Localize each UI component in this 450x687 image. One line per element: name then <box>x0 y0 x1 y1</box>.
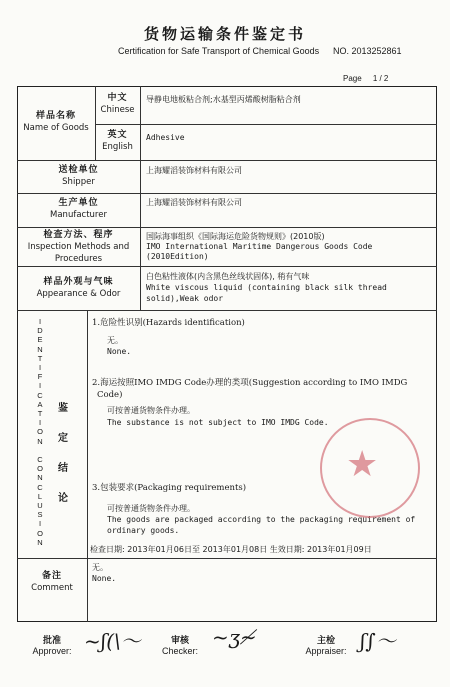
divider <box>140 86 141 310</box>
appraiser-label <box>296 633 356 656</box>
inspection-label-en1: Inspection Methods and <box>27 242 130 252</box>
appearance-label-cn: 样品外观与气味 <box>43 277 114 287</box>
shipper-label-cn: 送检单位 <box>58 165 99 175</box>
vertical-letter: C <box>37 482 43 492</box>
divider <box>17 227 437 228</box>
certificate-number: NO. 2013252861 <box>333 46 402 56</box>
vertical-letter: O <box>37 427 43 437</box>
goods-label <box>17 110 95 134</box>
divider <box>17 266 437 267</box>
page-indicator <box>343 74 388 83</box>
vertical-letter: F <box>37 372 43 382</box>
identification-conclusion-vertical-label <box>34 317 46 547</box>
manufacturer-label <box>17 197 140 221</box>
page-value: 1 / 2 <box>372 74 389 83</box>
goods-name-chinese: 导静电地板粘合剂;水基型丙烯酸树脂粘合剂 <box>146 95 301 104</box>
packaging-title: 3.包装要求(Packaging requirements) <box>92 483 247 493</box>
vertical-letter: N <box>37 473 43 483</box>
vertical-char-cn: 定 <box>58 433 68 444</box>
shipper-value: 上海耀滔装饰材料有限公司 <box>146 166 242 175</box>
vertical-letter: N <box>37 344 43 354</box>
imdg-en: The substance is not subject to IMO IMDG Code. <box>107 418 329 427</box>
divider <box>17 160 437 161</box>
goods-name-english: Adhesive <box>146 133 185 142</box>
appearance-label-en: Appearance & Odor <box>36 289 121 299</box>
appearance-line3: solid),Weak odor <box>146 294 224 303</box>
appraiser-label-en: Appraiser: <box>305 646 347 656</box>
checker-label-cn: 审核 <box>170 636 189 646</box>
appearance-label <box>17 276 140 300</box>
packaging-en2: ordinary goods. <box>107 526 180 535</box>
inspection-line1: 国际海事组织《国际海运危险货物规则》(2010版) <box>146 232 325 241</box>
vertical-char-cn: 鉴 <box>58 403 68 414</box>
approver-label <box>22 633 82 656</box>
vertical-letter: L <box>37 491 43 501</box>
hazards-title: 1.危险性识别(Hazards identification) <box>92 318 245 328</box>
checker-label <box>150 633 210 656</box>
vertical-letter: N <box>37 537 43 547</box>
goods-label-cn: 样品名称 <box>35 111 76 121</box>
divider <box>95 124 437 125</box>
approver-label-en: Approver: <box>32 646 72 656</box>
divider <box>17 558 437 559</box>
approver-label-cn: 批准 <box>42 636 61 646</box>
imdg-cn: 可按普通货物条件办理。 <box>107 406 195 415</box>
checker-signature: ~ʒ≁ <box>212 625 257 649</box>
vertical-char-cn: 论 <box>58 493 68 504</box>
vertical-letter: C <box>37 455 43 465</box>
inspection-dates: 检查日期: 2013年01月06日至 2013年01月08日 生效日期: 2013年01月09日 <box>90 545 372 554</box>
vertical-letter: O <box>37 464 43 474</box>
hazards-cn: 无。 <box>107 336 123 345</box>
imdg-title-line2: Code) <box>97 390 123 400</box>
conclusion-vertical-label-cn <box>56 394 70 514</box>
packaging-en1: The goods are packaged according to the packaging requirement of <box>107 515 416 524</box>
vertical-letter: N <box>37 436 43 446</box>
english-label-en: English <box>102 142 133 152</box>
manufacturer-value: 上海耀滔装饰材料有限公司 <box>146 198 242 207</box>
chinese-label <box>95 92 140 116</box>
vertical-letter: I <box>38 381 42 391</box>
vertical-letter: T <box>37 353 43 363</box>
hazards-en: None. <box>107 347 132 356</box>
checker-label-en: Checker: <box>161 646 198 656</box>
vertical-letter: I <box>38 317 42 326</box>
approver-signature: ~ʃ(\〜 <box>84 629 141 653</box>
seal-star-icon: ★ <box>346 444 379 485</box>
goods-label-en: Name of Goods <box>23 123 89 133</box>
appraiser-signature: ʃ∫〜 <box>360 629 396 653</box>
comment-cn: 无。 <box>92 563 108 572</box>
comment-label <box>17 570 87 594</box>
chinese-label-en: Chinese <box>100 105 135 115</box>
certificate-title-en: Certification for Safe Transport of Chemical Goods <box>118 46 320 56</box>
comment-label-en: Comment <box>31 583 73 593</box>
appearance-line1: 白色粘性液体(内含黑色丝线状固体), 稍有气味 <box>146 272 310 281</box>
divider <box>87 310 88 622</box>
inspection-label-en2: Procedures <box>54 254 103 264</box>
manufacturer-label-cn: 生产单位 <box>58 198 99 208</box>
vertical-letter: S <box>37 510 43 520</box>
vertical-letter: A <box>37 399 43 409</box>
certificate-title-cn: 货物运输条件鉴定书 <box>143 25 306 43</box>
packaging-cn: 可按普通货物条件办理。 <box>107 504 195 513</box>
inspection-line2: IMO International Maritime Dangerous Goods Code <box>146 242 373 251</box>
vertical-letter: U <box>37 501 43 511</box>
inspection-label-cn: 检查方法、程序 <box>43 230 114 240</box>
vertical-letter: D <box>37 326 43 336</box>
vertical-letter: C <box>37 390 43 400</box>
vertical-letter: O <box>37 528 43 538</box>
vertical-letter: I <box>38 363 42 373</box>
shipper-label <box>17 164 140 188</box>
english-label <box>95 129 140 153</box>
imdg-title-line1: 2.海运按照IMO IMDG Code办理的类项(Suggestion according to IMO IMDG <box>92 378 408 388</box>
page-label: Page <box>343 74 362 83</box>
manufacturer-label-en: Manufacturer <box>50 210 107 220</box>
vertical-letter: E <box>37 335 43 345</box>
divider <box>17 193 437 194</box>
vertical-letter: T <box>37 409 43 419</box>
comment-label-cn: 备注 <box>41 571 62 581</box>
inspection-label <box>17 229 140 265</box>
vertical-char-cn: 结 <box>58 463 68 474</box>
chinese-label-cn: 中文 <box>107 93 128 103</box>
vertical-letter: I <box>38 418 42 428</box>
english-label-cn: 英文 <box>107 130 128 140</box>
appraiser-label-cn: 主检 <box>316 636 335 646</box>
inspection-line3: (2010Edition) <box>146 252 209 261</box>
divider <box>17 310 437 311</box>
vertical-letter <box>34 446 46 455</box>
comment-en: None. <box>92 574 117 583</box>
shipper-label-en: Shipper <box>62 177 95 187</box>
appearance-line2: White viscous liquid (containing black silk thread <box>146 283 387 292</box>
vertical-letter: I <box>38 519 42 529</box>
